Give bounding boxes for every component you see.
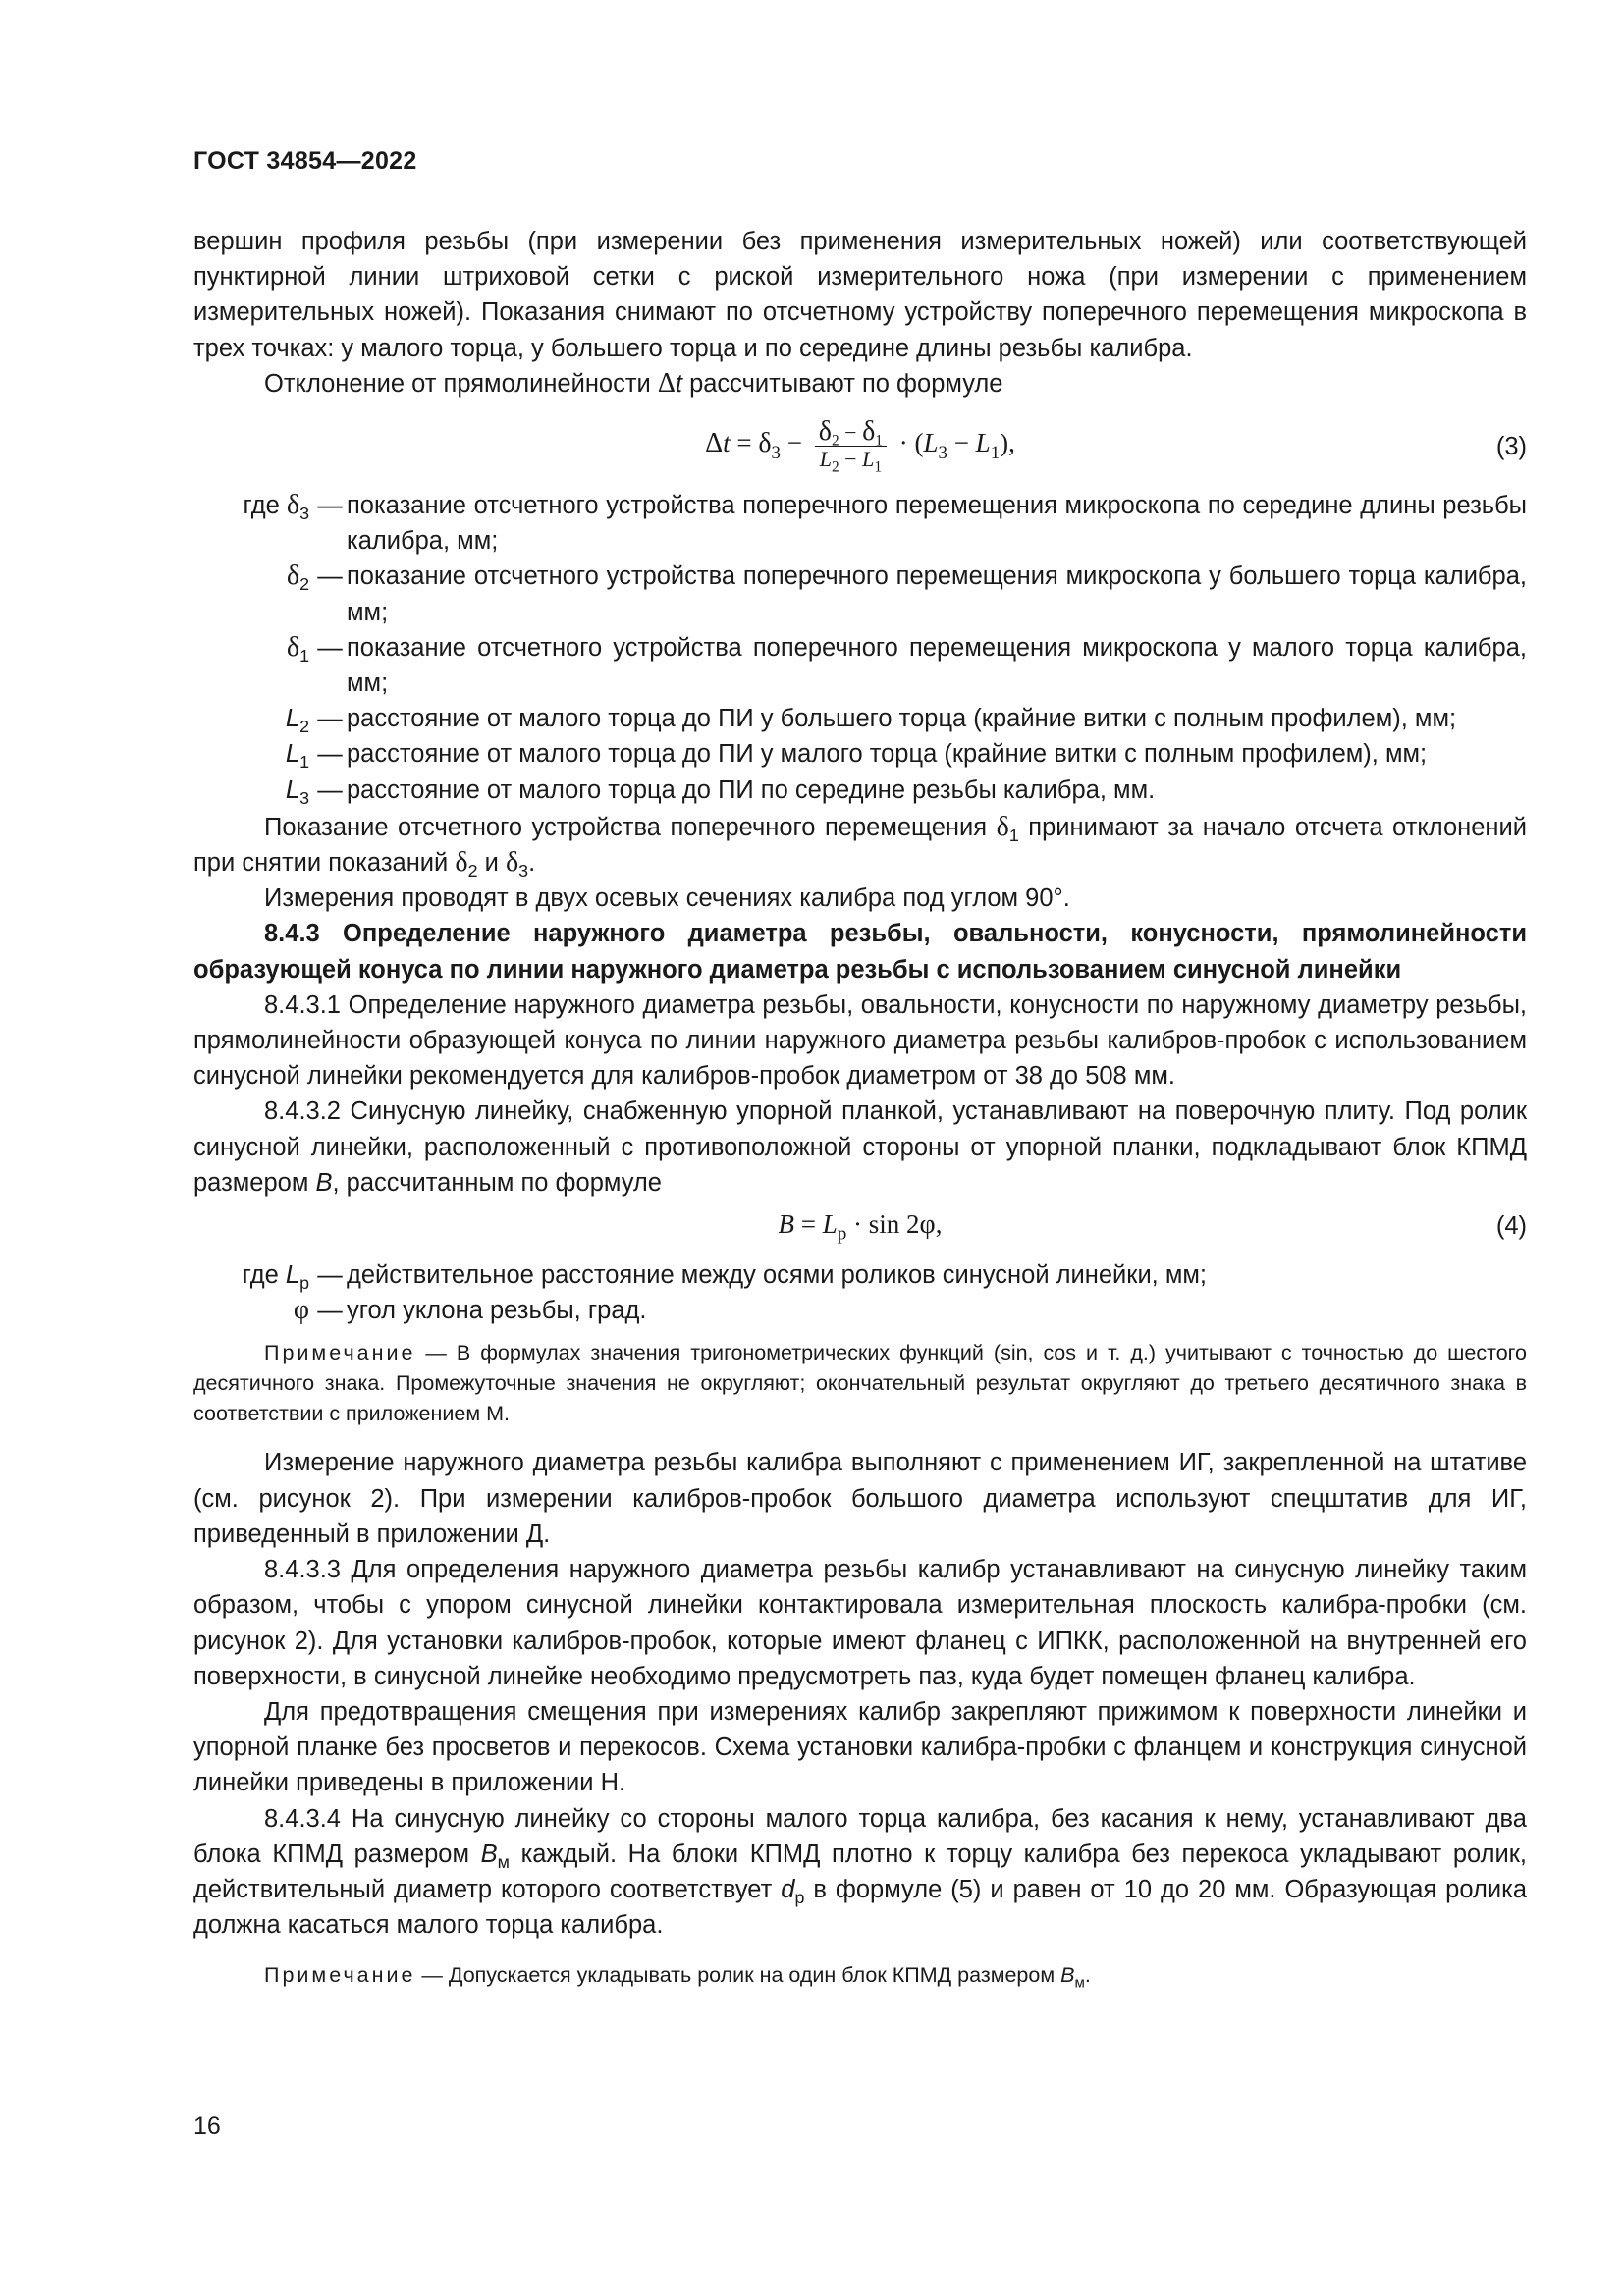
definition-symbol: φ xyxy=(293,1295,309,1326)
fraction: $\frac{\delta_2 - \delta_1}{L_2 - L_1}$ xyxy=(815,419,887,472)
paragraph: Для предотвращения смещения при измерениях калибр закрепляют прижимом к поверхности линейки и упорной планке без просветов и перекосов. Схема установки калибра-пробки с фланцем и конструкция синусной линейки приведены в приложении Н. xyxy=(193,1697,1527,1797)
definition-text: показание отсчетного устройства поперечного перемещения микроскопа у большего торца калибра, мм; xyxy=(347,562,1527,626)
definition-symbol: $\delta_1$ xyxy=(286,631,309,667)
note-label: Примечание xyxy=(264,1341,416,1365)
formula-3-body: $\Delta t = \delta_3$ − $\frac{\delta_2 - \delta_1}{L_2 - L_1}$ · $(L_3 - L_1)$, xyxy=(705,416,1015,476)
definition-row: $L_3$ — расстояние от малого торца до ПИ по середине резьбы калибра, мм. xyxy=(193,773,1527,808)
definition-row: φ — угол уклона резьбы, град. xyxy=(193,1293,1527,1328)
definition-row: где $L_р$ — действительное расстояние между осями роликов синусной линейки, мм; xyxy=(193,1257,1527,1293)
formula-3-definitions xyxy=(193,488,1527,808)
formula-4-body: $B = L_р \cdot \sin 2\varphi$, xyxy=(778,1209,943,1245)
note: Примечание — Допускается укладывать ролик на один блок КПМД размером $B_м$. xyxy=(264,1963,1091,1992)
definition-symbol: $L_2$ xyxy=(285,705,309,737)
paragraph: Измерения проводят в двух осевых сечениях калибра под углом 90°. xyxy=(264,884,1070,913)
formula-number: (3) xyxy=(1495,433,1527,461)
definition-row: $\delta_1$ — показание отсчетного устройства поперечного перемещения микроскопа у малого торца калибра, мм; xyxy=(193,630,1527,701)
formula-4 xyxy=(193,1201,1527,1254)
paragraph: 8.4.3.1 Определение наружного диаметра резьбы, овальности, конусности по наружному диаметру резьбы, прямолинейности образующей конуса по линии наружного диаметра резьбы калибров-пробок с использованием синусной линейки рекомендуется для калибров-пробок диаметром от 38 до 508 мм. xyxy=(193,990,1527,1091)
paragraph: 8.4.3.4 На синусную линейку со стороны малого торца калибра, без касания к нему, устанавливают два блока КПМД размером $B_м$ каждый. На блоки КПМД плотно к торцу калибра без перекоса укладывают ролик, действительный диаметр которого соответствует $d_р$ в формуле (5) и равен от 10 до 20 мм. Образующая ролика должна касаться малого торца калибра. xyxy=(193,1804,1527,1940)
section-heading: 8.4.3 Определение наружного диаметра резьбы, овальности, конусности, прямолинейности образующей конуса по линии наружного диаметра резьбы с использованием синусной линейки xyxy=(193,920,1527,984)
paragraph: 8.4.3.3 Для определения наружного диаметра резьбы калибр устанавливают на синусную линейку таким образом, чтобы с упором синусной линейки контактировала измерительная плоскость калибра-пробки (см. рисунок 2). Для установки калибров-пробок, которые имеют фланец с ИПКК, расположенной на внутренней его поверхности, в синусной линейке необходимо предусмотреть паз, куда будет помещен фланец калибра. xyxy=(193,1556,1527,1690)
definition-row: $\delta_2$ — показание отсчетного устройства поперечного перемещения микроскопа у большего торца калибра, мм; xyxy=(193,559,1527,629)
definition-row: $L_1$ — расстояние от малого торца до ПИ у малого торца (крайние витки с полным профилем), мм; xyxy=(193,736,1527,772)
definition-row: где $\delta_3$ — показание отсчетного устройства поперечного перемещения микроскопа по середине длины резьбы калибра, мм; xyxy=(193,488,1527,559)
note: Примечание — В формулах значения тригонометрических функций (sin, cos и т. д.) учитывают с точностью до шестого десятичного знака. Промежуточные значения не округляют; окончательный результат округляют до третьего десятичного знака в соответствии с приложением М. xyxy=(193,1341,1527,1426)
definition-symbol: $L_1$ xyxy=(285,740,309,773)
formula-number: (4) xyxy=(1495,1212,1527,1241)
definition-row: $L_2$ — расстояние от малого торца до ПИ у большего торца (крайние витки с полным профилем), мм; xyxy=(193,701,1527,736)
definition-text: расстояние от малого торца до ПИ по середине резьбы калибра, мм. xyxy=(347,775,1156,804)
page-number: 16 xyxy=(193,2112,221,2140)
definition-symbol: где $L_р$ xyxy=(242,1261,309,1294)
definition-symbol: $L_3$ xyxy=(285,775,309,808)
paragraph: Показание отсчетного устройства поперечного перемещения $\delta_1$ принимают за начало отсчета отклонений при снятии показаний $\delta_2$ и $\delta_3$. xyxy=(193,811,1527,881)
definition-text: показание отсчетного устройства поперечного перемещения микроскопа по середине длины резьбы калибра, мм; xyxy=(347,492,1527,556)
definition-symbol: $\delta_2$ xyxy=(286,561,309,595)
formula-3 xyxy=(193,401,1527,484)
definition-symbol: где $\delta_3$ xyxy=(243,490,309,524)
definition-text: расстояние от малого торца до ПИ у большего торца (крайние витки с полным профилем), мм; xyxy=(347,705,1457,733)
paragraph: 8.4.3.2 Синусную линейку, снабженную упорной планкой, устанавливают на поверочную плиту. Под ролик синусной линейки, расположенный с противоположной стороны от упорной планки, подкладывают блок КПМД размером B, рассчитанным по формуле xyxy=(193,1097,1527,1197)
definition-text: расстояние от малого торца до ПИ у малого торца (крайние витки с полным профилем), мм; xyxy=(347,740,1428,769)
paragraph: Измерение наружного диаметра резьбы калибра выполняют с применением ИГ, закрепленной на штативе (см. рисунок 2). При измерении калибров-пробок большого диаметра используют спецштатив для ИГ, приведенный в приложении Д. xyxy=(193,1449,1527,1548)
paragraph: вершин профиля резьбы (при измерении без применения измерительных ножей) или соответствующей пунктирной линии штриховой сетки с риской измерительного ножа (при измерении с применением измерительных ножей). Показания снимают по отсчетному устройству поперечного перемещения микроскопа в трех точках: у малого торца, у большего торца и по середине длины резьбы калибра. xyxy=(193,228,1527,362)
paragraph: Отклонение от прямолинейности Δt рассчитывают по формуле xyxy=(264,367,1003,399)
document-header: ГОСТ 34854—2022 xyxy=(193,147,417,175)
definition-text: показание отсчетного устройства поперечного перемещения микроскопа у малого торца калибра, мм; xyxy=(347,633,1527,698)
note-label: Примечание xyxy=(264,1963,416,1988)
definition-text: действительное расстояние между осями роликов синусной линейки, мм; xyxy=(347,1261,1208,1290)
formula-4-definitions xyxy=(193,1257,1527,1328)
definition-text: угол уклона резьбы, град. xyxy=(347,1297,647,1325)
body-text xyxy=(193,224,1527,2006)
